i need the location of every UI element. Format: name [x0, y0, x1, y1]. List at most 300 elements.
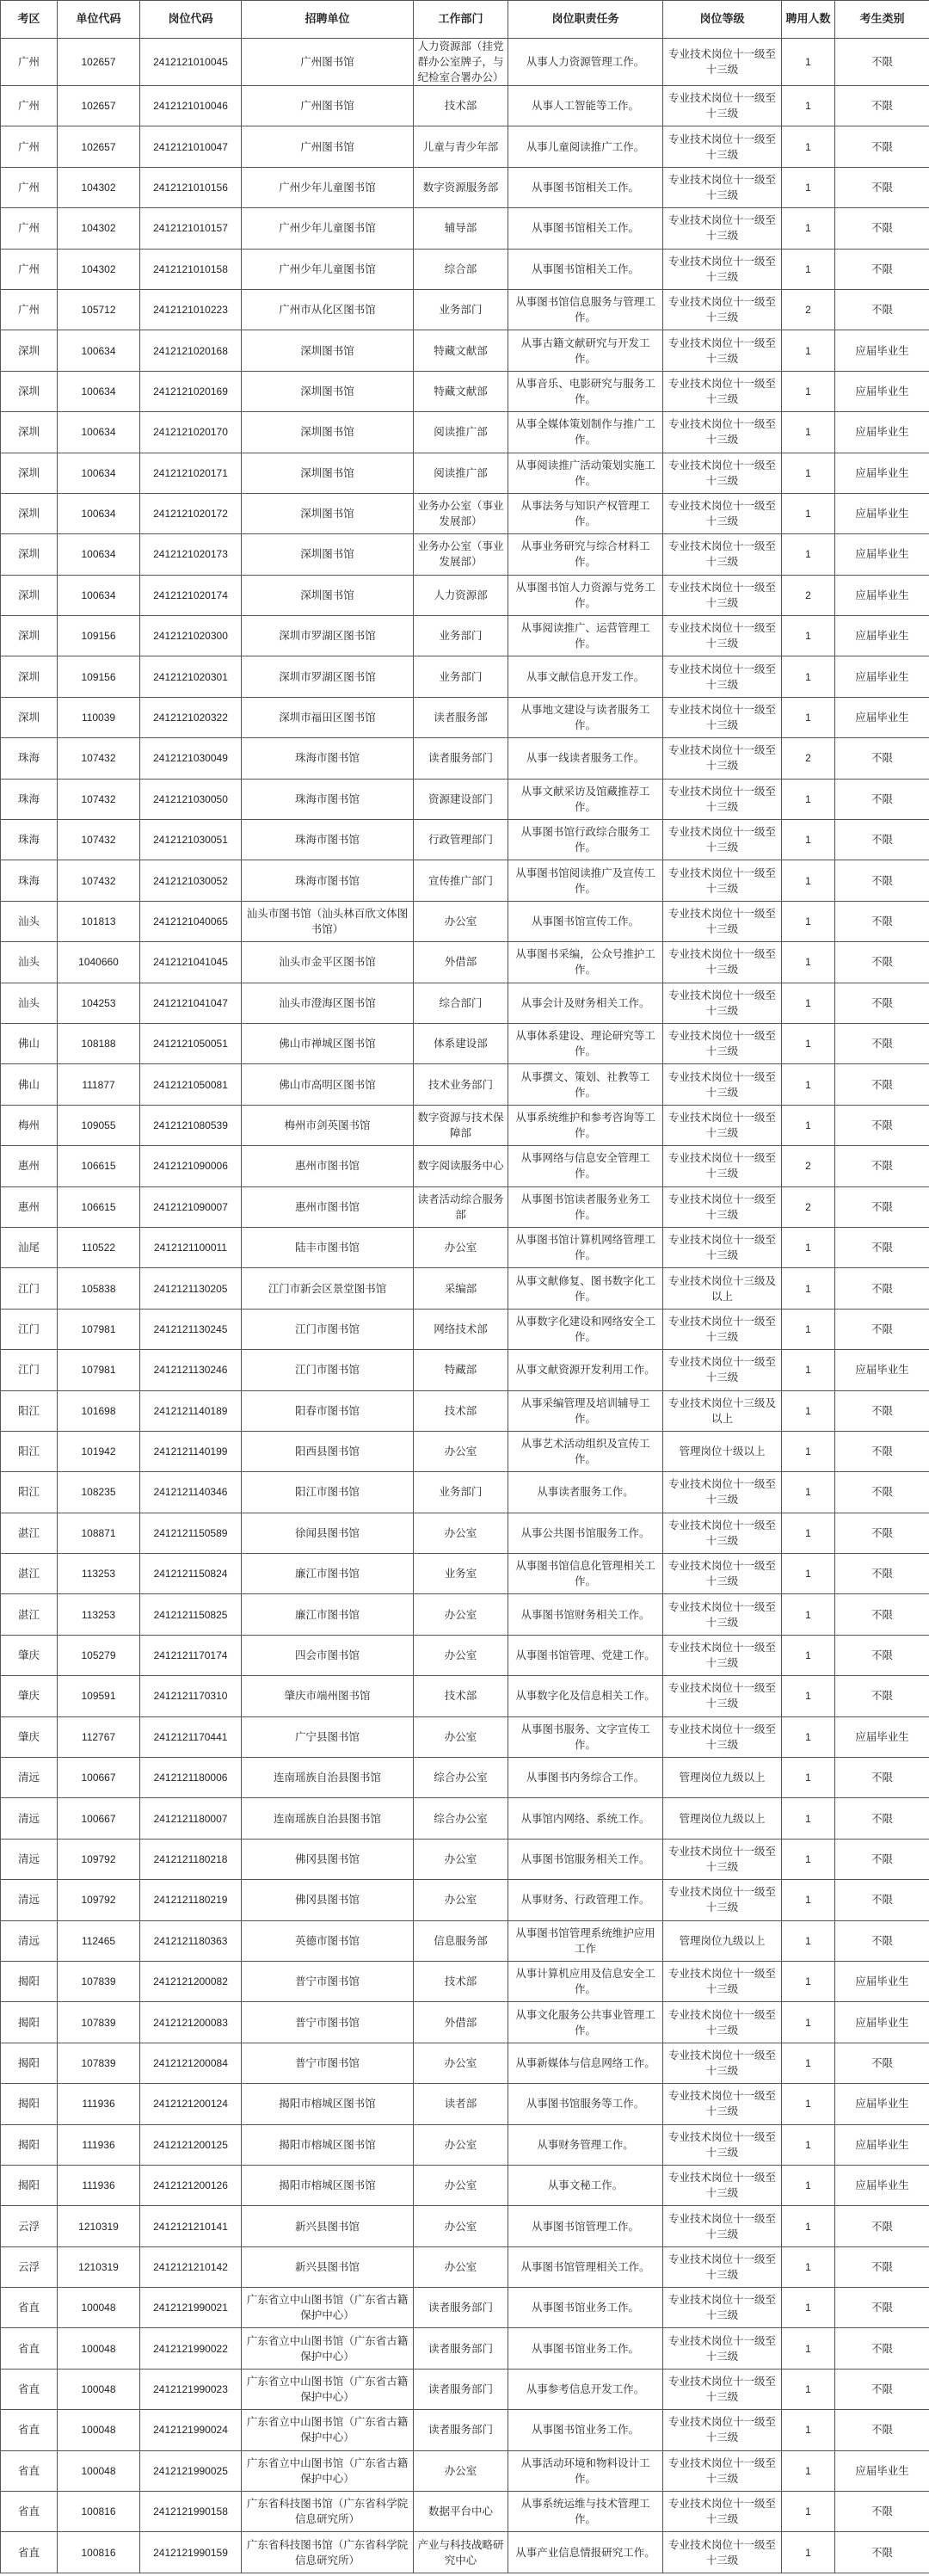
post-code-cell: 2412121210141: [140, 2206, 242, 2246]
unit-code-cell: 102657: [58, 39, 140, 86]
candidate-type-cell: 不限: [835, 942, 929, 983]
exam-area-cell: 揭阳: [1, 2002, 58, 2043]
post-code-cell: 2412121990024: [140, 2410, 242, 2450]
employer-cell: 阳春市图书馆: [242, 1390, 414, 1431]
unit-code-cell: 107432: [58, 820, 140, 860]
post-level-cell: 专业技术岗位十一级至十三级: [663, 1961, 782, 2001]
duties-cell: 从事网络与信息安全管理工作。: [508, 1146, 663, 1186]
duties-cell: 从事图书馆信息化管理相关工作。: [508, 1554, 663, 1594]
department-cell: 特藏部: [414, 1350, 508, 1390]
employer-cell: 汕头市金平区图书馆: [242, 942, 414, 983]
post-level-cell: 专业技术岗位十一级至十三级: [663, 2532, 782, 2573]
exam-area-cell: 广州: [1, 86, 58, 126]
duties-cell: 从事图书馆管理系统维护应用工作: [508, 1920, 663, 1961]
post-code-cell: 2412121040065: [140, 901, 242, 941]
headcount-cell: 1: [782, 656, 835, 697]
headcount-cell: 1: [782, 1635, 835, 1675]
headcount-cell: 1: [782, 779, 835, 819]
post-level-cell: 专业技术岗位十一级至十三级: [663, 1064, 782, 1105]
header-post-code: 岗位代码: [140, 1, 242, 39]
table-row: [1, 1309, 929, 1349]
duties-cell: 从事文献资源开发利用工作。: [508, 1350, 663, 1390]
candidate-type-cell: 不限: [835, 1105, 929, 1145]
employer-cell: 梅州市剑英图书馆: [242, 1105, 414, 1145]
headcount-cell: 1: [782, 1594, 835, 1635]
table-row: [1, 2288, 929, 2328]
department-cell: 读者服务部门: [414, 2288, 508, 2328]
exam-area-cell: 惠州: [1, 1186, 58, 1227]
candidate-type-cell: 不限: [835, 1594, 929, 1635]
employer-cell: 连南瑶族自治县图书馆: [242, 1798, 414, 1839]
post-code-cell: 2412121140189: [140, 1390, 242, 1431]
table-row: [1, 86, 929, 126]
employer-cell: 惠州市图书馆: [242, 1146, 414, 1186]
employer-cell: 佛山市禅城区图书馆: [242, 1023, 414, 1063]
candidate-type-cell: 应届毕业生: [835, 2165, 929, 2205]
table-row: [1, 126, 929, 167]
department-cell: 外借部: [414, 2002, 508, 2043]
candidate-type-cell: 不限: [835, 289, 929, 330]
post-level-cell: 专业技术岗位十一级至十三级: [663, 2002, 782, 2043]
post-code-cell: 2412121180218: [140, 1839, 242, 1879]
post-level-cell: 专业技术岗位十一级至十三级: [663, 1594, 782, 1635]
employer-cell: 连南瑶族自治县图书馆: [242, 1758, 414, 1798]
post-code-cell: 2412121200126: [140, 2165, 242, 2205]
unit-code-cell: 100048: [58, 2288, 140, 2328]
employer-cell: 佛山市高明区图书馆: [242, 1064, 414, 1105]
headcount-cell: 1: [782, 697, 835, 737]
headcount-cell: 1: [782, 2002, 835, 2043]
employer-cell: 新兴县图书馆: [242, 2206, 414, 2246]
exam-area-cell: 江门: [1, 1268, 58, 1309]
exam-area-cell: 清远: [1, 1880, 58, 1920]
candidate-type-cell: 不限: [835, 738, 929, 779]
headcount-cell: 1: [782, 860, 835, 901]
post-code-cell: 2412121200083: [140, 2002, 242, 2043]
headcount-cell: 1: [782, 1758, 835, 1798]
exam-area-cell: 清远: [1, 1758, 58, 1798]
exam-area-cell: 深圳: [1, 412, 58, 453]
post-level-cell: 专业技术岗位十一级至十三级: [663, 2492, 782, 2532]
post-code-cell: 2412121020170: [140, 412, 242, 453]
exam-area-cell: 深圳: [1, 330, 58, 371]
headcount-cell: 1: [782, 167, 835, 207]
department-cell: 办公室: [414, 1635, 508, 1675]
exam-area-cell: 肇庆: [1, 1676, 58, 1716]
table-row: [1, 1431, 929, 1471]
department-cell: 儿童与青少年部: [414, 126, 508, 167]
department-cell: 业务部门: [414, 1472, 508, 1513]
table-row: [1, 1676, 929, 1716]
unit-code-cell: 107432: [58, 779, 140, 819]
exam-area-cell: 阳江: [1, 1390, 58, 1431]
exam-area-cell: 清远: [1, 1839, 58, 1879]
exam-area-cell: 揭阳: [1, 1961, 58, 2001]
exam-area-cell: 深圳: [1, 656, 58, 697]
employer-cell: 廉江市图书馆: [242, 1554, 414, 1594]
exam-area-cell: 深圳: [1, 371, 58, 411]
candidate-type-cell: 应届毕业生: [835, 616, 929, 656]
table-row: [1, 2206, 929, 2246]
table-row: [1, 1758, 929, 1798]
post-level-cell: 专业技术岗位十一级至十三级: [663, 1309, 782, 1349]
table-row: [1, 534, 929, 575]
headcount-cell: 1: [782, 983, 835, 1023]
exam-area-cell: 揭阳: [1, 2124, 58, 2165]
table-row: [1, 1064, 929, 1105]
headcount-cell: 1: [782, 1227, 835, 1267]
header-headcount: 聘用人数: [782, 1, 835, 39]
duties-cell: 从事图书馆管理工作。: [508, 2206, 663, 2246]
exam-area-cell: 广州: [1, 249, 58, 289]
headcount-cell: 2: [782, 738, 835, 779]
post-level-cell: 专业技术岗位十一级至十三级: [663, 2165, 782, 2205]
duties-cell: 从事图书内务综合工作。: [508, 1758, 663, 1798]
employer-cell: 阳江市图书馆: [242, 1472, 414, 1513]
department-cell: 网络技术部: [414, 1309, 508, 1349]
exam-area-cell: 省直: [1, 2288, 58, 2328]
exam-area-cell: 佛山: [1, 1064, 58, 1105]
table-row: [1, 1146, 929, 1186]
exam-area-cell: 珠海: [1, 820, 58, 860]
employer-cell: 汕头市图书馆（汕头林百欣文体图书馆）: [242, 901, 414, 941]
department-cell: 业务部门: [414, 616, 508, 656]
post-code-cell: 2412121010158: [140, 249, 242, 289]
post-level-cell: 专业技术岗位十一级至十三级: [663, 1839, 782, 1879]
department-cell: 技术部: [414, 1390, 508, 1431]
duties-cell: 从事图书馆阅读推广及宣传工作。: [508, 860, 663, 901]
post-code-cell: 2412121090006: [140, 1146, 242, 1186]
table-row: [1, 1961, 929, 2001]
department-cell: 办公室: [414, 1227, 508, 1267]
exam-area-cell: 广州: [1, 39, 58, 86]
department-cell: 阅读推广部: [414, 412, 508, 453]
department-cell: 办公室: [414, 2124, 508, 2165]
employer-cell: 广东省立中山图书馆（广东省古籍保护中心）: [242, 2410, 414, 2450]
post-code-cell: 2412121010046: [140, 86, 242, 126]
employer-cell: 普宁市图书馆: [242, 2043, 414, 2083]
post-level-cell: 专业技术岗位十一级至十三级: [663, 1554, 782, 1594]
exam-area-cell: 清远: [1, 1920, 58, 1961]
employer-cell: 广东省科技图书馆（广东省科学院信息研究所）: [242, 2492, 414, 2532]
headcount-cell: 2: [782, 1146, 835, 1186]
post-code-cell: 2412121100011: [140, 1227, 242, 1267]
exam-area-cell: 深圳: [1, 534, 58, 575]
unit-code-cell: 107432: [58, 738, 140, 779]
table-row: [1, 453, 929, 493]
post-code-cell: 2412121080539: [140, 1105, 242, 1145]
post-level-cell: 专业技术岗位十一级至十三级: [663, 453, 782, 493]
table-row: [1, 2084, 929, 2124]
table-row: [1, 1023, 929, 1063]
employer-cell: 珠海市图书馆: [242, 820, 414, 860]
table-row: [1, 1594, 929, 1635]
table-row: [1, 1716, 929, 1757]
duties-cell: 从事数字化建设和网络安全工作。: [508, 1309, 663, 1349]
post-level-cell: 专业技术岗位十一级至十三级: [663, 1146, 782, 1186]
employer-cell: 深圳图书馆: [242, 534, 414, 575]
candidate-type-cell: 不限: [835, 901, 929, 941]
post-code-cell: 2412121200084: [140, 2043, 242, 2083]
headcount-cell: 1: [782, 2450, 835, 2491]
table-row: [1, 2492, 929, 2532]
headcount-cell: 1: [782, 1472, 835, 1513]
department-cell: 数字阅读服务中心: [414, 1146, 508, 1186]
table-row: [1, 1635, 929, 1675]
headcount-cell: 1: [782, 1309, 835, 1349]
unit-code-cell: 108188: [58, 1023, 140, 1063]
employer-cell: 惠州市图书馆: [242, 1186, 414, 1227]
unit-code-cell: 111936: [58, 2124, 140, 2165]
employer-cell: 深圳图书馆: [242, 412, 414, 453]
post-level-cell: 专业技术岗位十一级至十三级: [663, 2369, 782, 2409]
exam-area-cell: 省直: [1, 2328, 58, 2369]
header-duties: 岗位职责任务: [508, 1, 663, 39]
table-row: [1, 1839, 929, 1879]
duties-cell: 从事图书馆财务相关工作。: [508, 1594, 663, 1635]
department-cell: 行政管理部门: [414, 820, 508, 860]
candidate-type-cell: 不限: [835, 1186, 929, 1227]
unit-code-cell: 100634: [58, 575, 140, 615]
unit-code-cell: 105712: [58, 289, 140, 330]
unit-code-cell: 1210319: [58, 2206, 140, 2246]
department-cell: 办公室: [414, 2043, 508, 2083]
candidate-type-cell: 不限: [835, 1431, 929, 1471]
exam-area-cell: 汕头: [1, 983, 58, 1023]
table-row: [1, 656, 929, 697]
table-row: [1, 330, 929, 371]
candidate-type-cell: 不限: [835, 2246, 929, 2287]
headcount-cell: 1: [782, 1064, 835, 1105]
unit-code-cell: 109156: [58, 616, 140, 656]
post-level-cell: 专业技术岗位十一级至十三级: [663, 860, 782, 901]
headcount-cell: 1: [782, 534, 835, 575]
unit-code-cell: 1040660: [58, 942, 140, 983]
post-code-cell: 2412121020171: [140, 453, 242, 493]
post-level-cell: 专业技术岗位十一级至十三级: [663, 1472, 782, 1513]
candidate-type-cell: 不限: [835, 2043, 929, 2083]
duties-cell: 从事文献修复、图书数字化工作。: [508, 1268, 663, 1309]
post-level-cell: 管理岗位九级以上: [663, 1920, 782, 1961]
unit-code-cell: 101942: [58, 1431, 140, 1471]
employer-cell: 深圳图书馆: [242, 330, 414, 371]
post-level-cell: 专业技术岗位十一级至十三级: [663, 616, 782, 656]
exam-area-cell: 江门: [1, 1309, 58, 1349]
headcount-cell: 2: [782, 1186, 835, 1227]
post-code-cell: 2412121020169: [140, 371, 242, 411]
table-row: [1, 1350, 929, 1390]
header-candidate-type: 考生类别: [835, 1, 929, 39]
exam-area-cell: 深圳: [1, 493, 58, 533]
duties-cell: 从事图书馆宣传工作。: [508, 901, 663, 941]
department-cell: 信息服务部: [414, 1920, 508, 1961]
table-header-row: [1, 1, 929, 39]
candidate-type-cell: 不限: [835, 39, 929, 86]
exam-area-cell: 肇庆: [1, 1635, 58, 1675]
post-code-cell: 2412121030050: [140, 779, 242, 819]
exam-area-cell: 省直: [1, 2369, 58, 2409]
candidate-type-cell: 应届毕业生: [835, 412, 929, 453]
post-level-cell: 专业技术岗位十一级至十三级: [663, 942, 782, 983]
post-level-cell: 专业技术岗位十一级至十三级: [663, 1880, 782, 1920]
post-level-cell: 专业技术岗位十一级至十三级: [663, 249, 782, 289]
employer-cell: 深圳市福田区图书馆: [242, 697, 414, 737]
exam-area-cell: 珠海: [1, 779, 58, 819]
duties-cell: 从事图书馆服务等工作。: [508, 2084, 663, 2124]
unit-code-cell: 107839: [58, 2002, 140, 2043]
unit-code-cell: 109591: [58, 1676, 140, 1716]
headcount-cell: 1: [782, 249, 835, 289]
employer-cell: 徐闻县图书馆: [242, 1513, 414, 1553]
duties-cell: 从事计算机应用及信息安全工作。: [508, 1961, 663, 2001]
headcount-cell: 1: [782, 1554, 835, 1594]
department-cell: 业务室: [414, 1554, 508, 1594]
exam-area-cell: 湛江: [1, 1594, 58, 1635]
unit-code-cell: 100048: [58, 2369, 140, 2409]
candidate-type-cell: 不限: [835, 2206, 929, 2246]
department-cell: 办公室: [414, 2206, 508, 2246]
post-code-cell: 2412121020322: [140, 697, 242, 737]
post-code-cell: 2412121010045: [140, 39, 242, 86]
exam-area-cell: 汕头: [1, 901, 58, 941]
table-row: [1, 289, 929, 330]
department-cell: 业务办公室（事业发展部）: [414, 493, 508, 533]
duties-cell: 从事文秘工作。: [508, 2165, 663, 2205]
candidate-type-cell: 不限: [835, 983, 929, 1023]
headcount-cell: 1: [782, 1513, 835, 1553]
post-code-cell: 2412121150824: [140, 1554, 242, 1594]
duties-cell: 从事法务与知识产权管理工作。: [508, 493, 663, 533]
post-level-cell: 专业技术岗位十一级至十三级: [663, 1513, 782, 1553]
table-row: [1, 1554, 929, 1594]
post-code-cell: 2412121020300: [140, 616, 242, 656]
post-code-cell: 2412121020173: [140, 534, 242, 575]
headcount-cell: 2: [782, 575, 835, 615]
department-cell: 办公室: [414, 901, 508, 941]
employer-cell: 肇庆市端州图书馆: [242, 1676, 414, 1716]
post-level-cell: 专业技术岗位十一级至十三级: [663, 1105, 782, 1145]
headcount-cell: 1: [782, 2043, 835, 2083]
department-cell: 综合部门: [414, 983, 508, 1023]
exam-area-cell: 广州: [1, 208, 58, 249]
unit-code-cell: 107981: [58, 1350, 140, 1390]
exam-area-cell: 湛江: [1, 1554, 58, 1594]
exam-area-cell: 揭阳: [1, 2084, 58, 2124]
department-cell: 读者服务部门: [414, 2410, 508, 2450]
post-level-cell: 专业技术岗位十一级至十三级: [663, 330, 782, 371]
post-code-cell: 2412121010223: [140, 289, 242, 330]
headcount-cell: 1: [782, 2328, 835, 2369]
employer-cell: 英德市图书馆: [242, 1920, 414, 1961]
unit-code-cell: 107839: [58, 2043, 140, 2083]
employer-cell: 普宁市图书馆: [242, 2002, 414, 2043]
employer-cell: 深圳市罗湖区图书馆: [242, 656, 414, 697]
employer-cell: 深圳图书馆: [242, 453, 414, 493]
department-cell: 业务部门: [414, 656, 508, 697]
department-cell: 综合办公室: [414, 1758, 508, 1798]
post-level-cell: 专业技术岗位十一级至十三级: [663, 2328, 782, 2369]
post-level-cell: 专业技术岗位十一级至十三级: [663, 86, 782, 126]
duties-cell: 从事图书馆信息服务与管理工作。: [508, 289, 663, 330]
candidate-type-cell: 应届毕业生: [835, 697, 929, 737]
candidate-type-cell: 不限: [835, 2369, 929, 2409]
post-level-cell: 专业技术岗位十一级至十三级: [663, 575, 782, 615]
department-cell: 综合部: [414, 249, 508, 289]
post-code-cell: 2412121010047: [140, 126, 242, 167]
unit-code-cell: 104253: [58, 983, 140, 1023]
candidate-type-cell: 不限: [835, 1920, 929, 1961]
exam-area-cell: 江门: [1, 1350, 58, 1390]
duties-cell: 从事数字化及信息相关工作。: [508, 1676, 663, 1716]
post-level-cell: 专业技术岗位十三级及以上: [663, 1268, 782, 1309]
table-body: [1, 39, 929, 2573]
post-code-cell: 2412121130245: [140, 1309, 242, 1349]
table-row: [1, 2532, 929, 2573]
candidate-type-cell: 应届毕业生: [835, 1716, 929, 1757]
headcount-cell: 1: [782, 942, 835, 983]
candidate-type-cell: 不限: [835, 1146, 929, 1186]
post-level-cell: 专业技术岗位十一级至十三级: [663, 2450, 782, 2491]
unit-code-cell: 101813: [58, 901, 140, 941]
headcount-cell: 1: [782, 1350, 835, 1390]
duties-cell: 从事文献采访及馆藏推荐工作。: [508, 779, 663, 819]
duties-cell: 从事图书馆业务工作。: [508, 2410, 663, 2450]
post-code-cell: 2412121180006: [140, 1758, 242, 1798]
exam-area-cell: 省直: [1, 2532, 58, 2573]
unit-code-cell: 100816: [58, 2532, 140, 2573]
post-code-cell: 2412121990025: [140, 2450, 242, 2491]
unit-code-cell: 106615: [58, 1186, 140, 1227]
post-code-cell: 2412121200125: [140, 2124, 242, 2165]
headcount-cell: 1: [782, 1961, 835, 2001]
headcount-cell: 1: [782, 1431, 835, 1471]
exam-area-cell: 省直: [1, 2492, 58, 2532]
post-code-cell: 2412121990158: [140, 2492, 242, 2532]
post-code-cell: 2412121020172: [140, 493, 242, 533]
unit-code-cell: 108235: [58, 1472, 140, 1513]
candidate-type-cell: 应届毕业生: [835, 371, 929, 411]
duties-cell: 从事全媒体策划制作与推广工作。: [508, 412, 663, 453]
post-level-cell: 专业技术岗位十一级至十三级: [663, 779, 782, 819]
unit-code-cell: 100048: [58, 2450, 140, 2491]
department-cell: 读者部: [414, 2084, 508, 2124]
post-level-cell: 管理岗位九级以上: [663, 1758, 782, 1798]
employer-cell: 深圳图书馆: [242, 575, 414, 615]
table-row: [1, 1105, 929, 1145]
table-row: [1, 1798, 929, 1839]
exam-area-cell: 汕尾: [1, 1227, 58, 1267]
exam-area-cell: 珠海: [1, 860, 58, 901]
post-level-cell: 专业技术岗位十一级至十三级: [663, 901, 782, 941]
employer-cell: 江门市图书馆: [242, 1350, 414, 1390]
headcount-cell: 1: [782, 1716, 835, 1757]
table-row: [1, 39, 929, 86]
unit-code-cell: 100634: [58, 534, 140, 575]
employer-cell: 揭阳市榕城区图书馆: [242, 2084, 414, 2124]
post-level-cell: 专业技术岗位十一级至十三级: [663, 412, 782, 453]
post-level-cell: 管理岗位十级以上: [663, 1431, 782, 1471]
headcount-cell: 1: [782, 39, 835, 86]
headcount-cell: 1: [782, 1798, 835, 1839]
unit-code-cell: 112767: [58, 1716, 140, 1757]
employer-cell: 广州图书馆: [242, 86, 414, 126]
headcount-cell: 1: [782, 1023, 835, 1063]
department-cell: 数据平台中心: [414, 2492, 508, 2532]
table-row: [1, 820, 929, 860]
department-cell: 读者活动综合服务部: [414, 1186, 508, 1227]
post-level-cell: 专业技术岗位十三级及以上: [663, 1390, 782, 1431]
unit-code-cell: 1210319: [58, 2246, 140, 2287]
